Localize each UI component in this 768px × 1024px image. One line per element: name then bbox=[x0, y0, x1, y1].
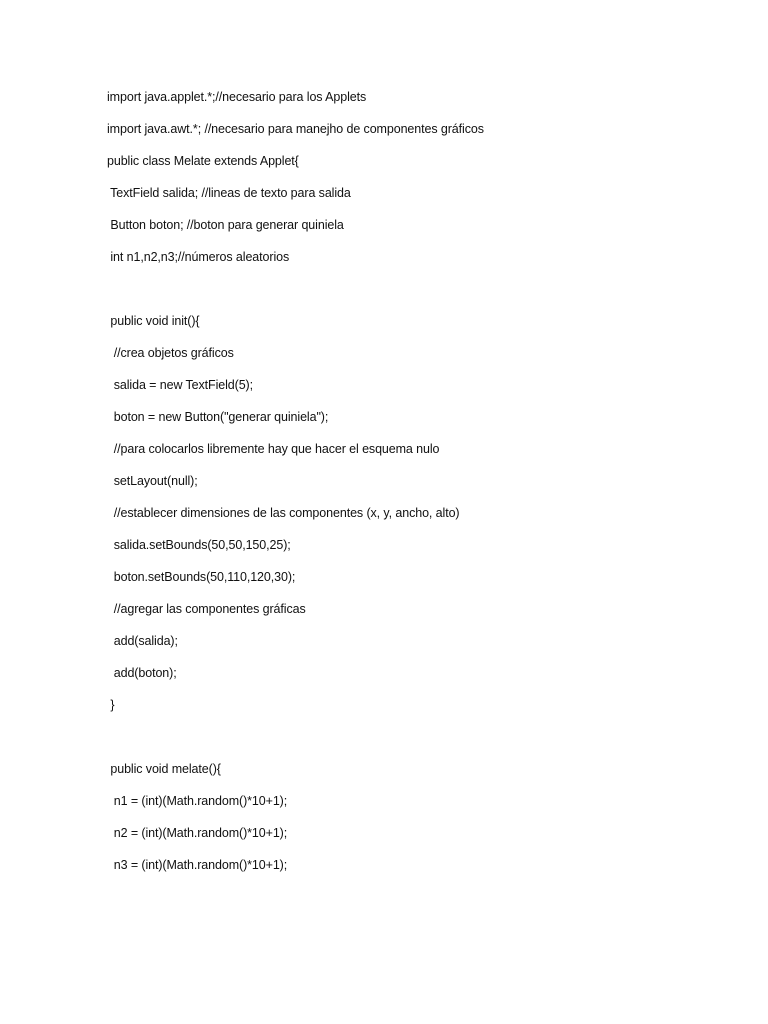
code-line-17: //agregar las componentes gráficas bbox=[107, 602, 306, 616]
code-line-11: boton = new Button("generar quiniela"); bbox=[107, 410, 329, 424]
code-line-5: Button boton; //boton para generar quiniela bbox=[107, 218, 344, 232]
code-line-6: int n1,n2,n3;//números aleatorios bbox=[107, 250, 290, 264]
code-line-23: n1 = (int)(Math.random()*10+1); bbox=[107, 794, 288, 808]
code-line-7-blank bbox=[107, 278, 727, 310]
java-code-block bbox=[107, 86, 727, 886]
code-line-2: import java.awt.*; //necesario para manejho de componentes gráficos bbox=[107, 122, 484, 136]
code-line-13: setLayout(null); bbox=[107, 474, 198, 488]
code-line-24: n2 = (int)(Math.random()*10+1); bbox=[107, 826, 288, 840]
code-line-12: //para colocarlos libremente hay que hacer el esquema nulo bbox=[107, 442, 440, 456]
code-line-1: import java.applet.*;//necesario para los Applets bbox=[107, 90, 367, 104]
code-line-9: //crea objetos gráficos bbox=[107, 346, 234, 360]
code-line-18: add(salida); bbox=[107, 634, 178, 648]
code-line-15: salida.setBounds(50,50,150,25); bbox=[107, 538, 291, 552]
code-line-22: public void melate(){ bbox=[107, 762, 221, 776]
code-line-10: salida = new TextField(5); bbox=[107, 378, 253, 392]
code-line-16: boton.setBounds(50,110,120,30); bbox=[107, 570, 296, 584]
code-line-14: //establecer dimensiones de las componentes (x, y, ancho, alto) bbox=[107, 506, 460, 520]
code-line-21-blank bbox=[107, 726, 727, 758]
code-line-8: public void init(){ bbox=[107, 314, 200, 328]
code-line-25: n3 = (int)(Math.random()*10+1); bbox=[107, 858, 288, 872]
code-line-19: add(boton); bbox=[107, 666, 177, 680]
code-line-3: public class Melate extends Applet{ bbox=[107, 154, 299, 168]
code-line-20: } bbox=[107, 698, 115, 712]
code-line-4: TextField salida; //lineas de texto para salida bbox=[107, 186, 351, 200]
